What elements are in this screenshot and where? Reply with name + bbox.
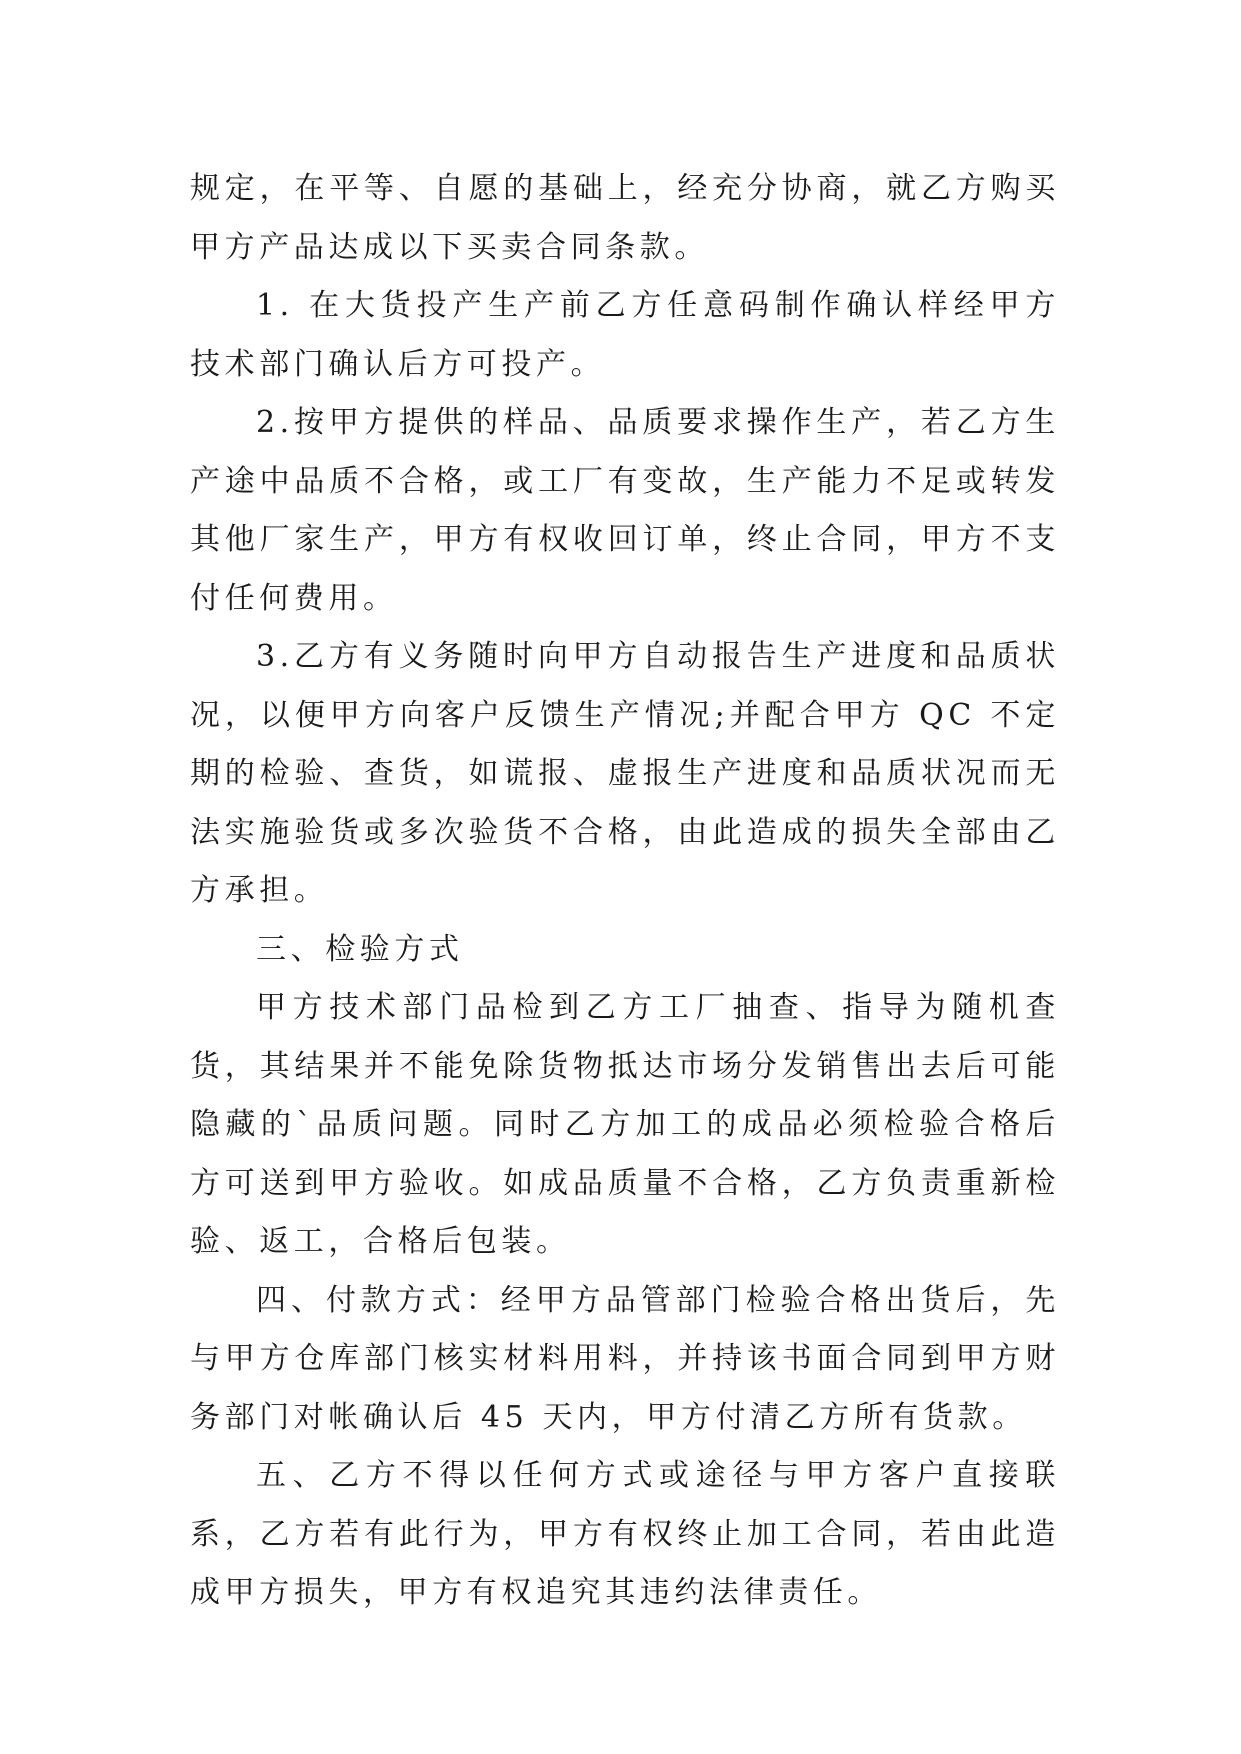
paragraph-inspection: 甲方技术部门品检到乙方工厂抽查、指导为随机查货，其结果并不能免除货物抵达市场分发销售出去后可能隐藏的`品质问题。同时乙方加工的成品必须检验合格后方可送到甲方验收。如成品质量不合格，乙方负责重新检验、返工，合格后包装。 [190, 990, 1060, 1259]
document-body [190, 160, 1060, 1623]
paragraph-clause-2: 2.按甲方提供的样品、品质要求操作生产，若乙方生产途中品质不合格，或工厂有变故，生产能力不足或转发其他厂家生产，甲方有权收回订单，终止合同，甲方不支 付任何费用。 [190, 405, 1060, 616]
section-heading-inspection: 三、检验方式 [256, 931, 464, 967]
paragraph-clause-1: 1. 在大货投产生产前乙方任意码制作确认样经甲方技术部门确认后方可投产。 [190, 288, 1060, 382]
paragraph-payment: 四、付款方式：经甲方品管部门检验合格出货后，先与甲方仓库部门核实材料用料，并持该书面合同到甲方财务部门对帐确认后 45 天内，甲方付清乙方所有货款。 [190, 1282, 1060, 1435]
paragraph-no-direct-contact: 五、乙方不得以任何方式或途径与甲方客户直接联系，乙方若有此行为，甲方有权终止加工合同，若由此造成甲方损失，甲方有权追究其违约法律责任。 [190, 1458, 1060, 1610]
paragraph-clause-3: 3.乙方有义务随时向甲方自动报告生产进度和品质状况，以便甲方向客户反馈生产情况;并配合甲方 QC 不定期的检验、查货，如谎报、虚报生产进度和品质状况而无法实施验货或多次验货不合格，由此造成的损失全部由乙方承担。 [190, 639, 1060, 908]
paragraph-intro-continuation: 规定，在平等、自愿的基础上，经充分协商，就乙方购买甲方产品达成以下买卖合同条款。 [190, 171, 1060, 265]
